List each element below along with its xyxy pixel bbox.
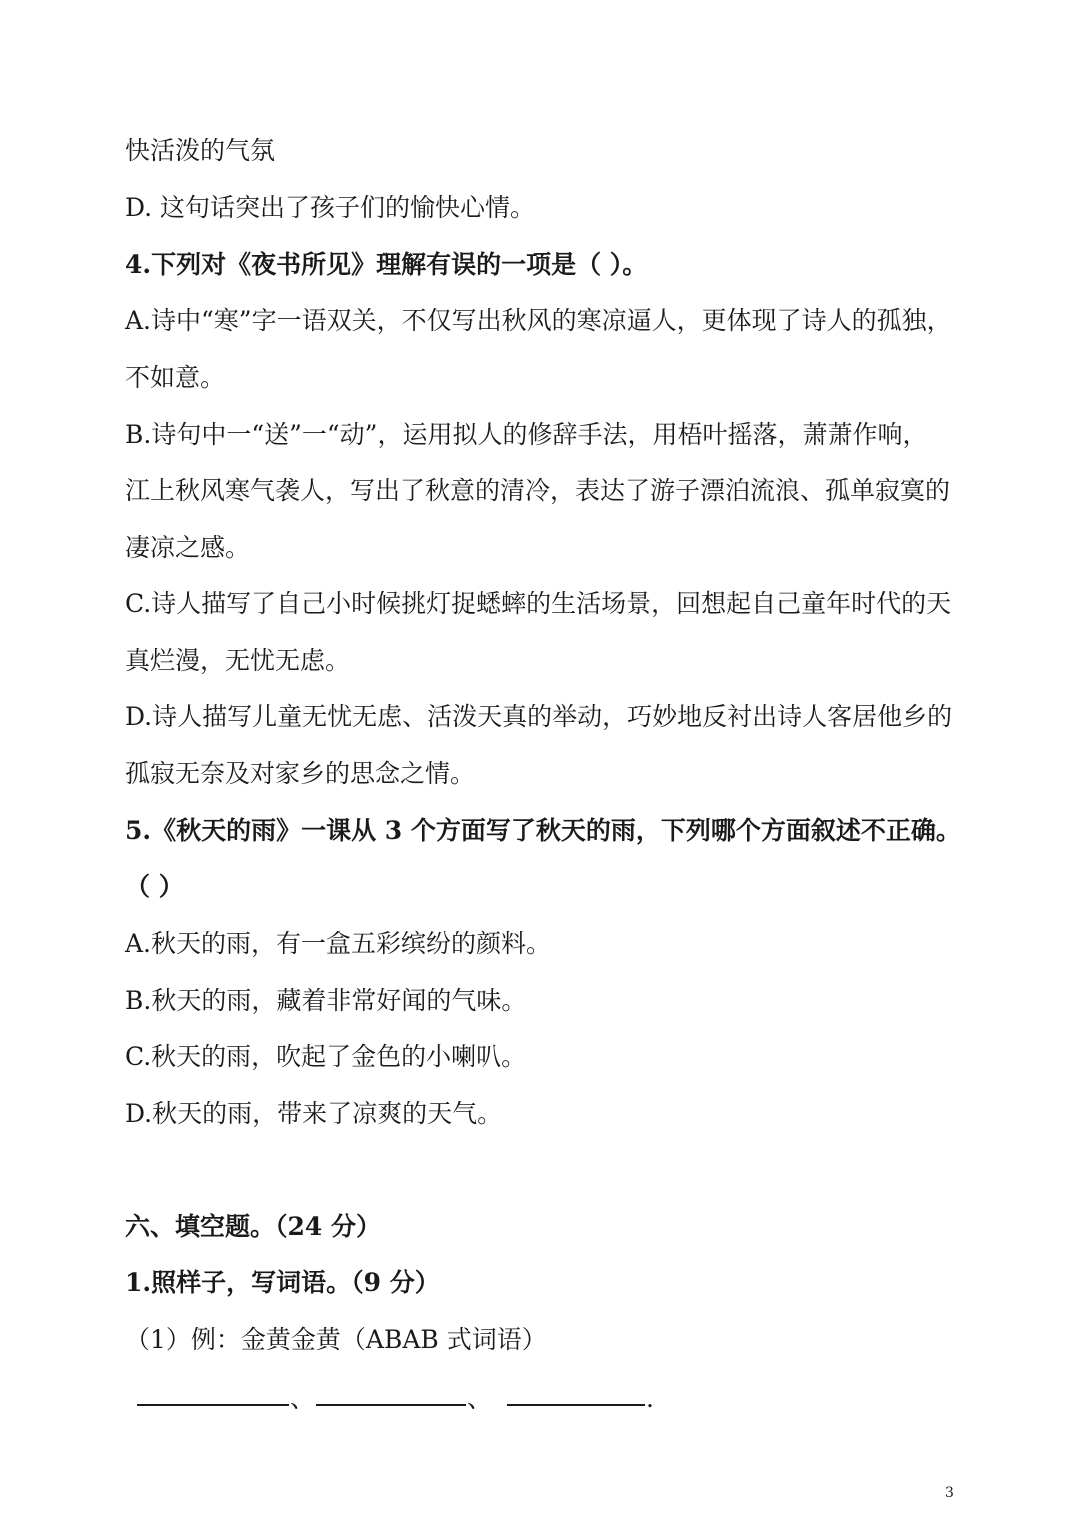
option-5b: B.秋天的雨，藏着非常好闻的气味。: [125, 986, 527, 1015]
option-5d: D.秋天的雨，带来了凉爽的天气。: [125, 1099, 503, 1128]
separator-2: 、: [467, 1384, 493, 1413]
page-number: 3: [945, 1485, 954, 1501]
option-4b-cont-2: 凄凉之感。: [125, 533, 251, 562]
option-4a: A.诗中“寒”字一语双关，不仅写出秋风的寒凉逼人，更体现了诗人的孤独，: [125, 306, 952, 335]
option-4d: D.诗人描写儿童无忧无虑、活泼天真的举动，巧妙地反衬出诗人客居他乡的: [125, 702, 953, 731]
option-4d-cont: 孤寂无奈及对家乡的思念之情。: [125, 759, 476, 788]
question-5-heading: 5.《秋天的雨》一课从 3 个方面写了秋天的雨，下列哪个方面叙述不正确。: [125, 816, 961, 845]
question-5-answer-paren: （ ）: [125, 872, 184, 901]
answer-blank-2[interactable]: [316, 1404, 466, 1406]
option-4a-cont: 不如意。: [125, 363, 226, 392]
option-4c-cont: 真烂漫，无忧无虑。: [125, 646, 351, 675]
question-4-heading: 4.下列对《夜书所见》理解有误的一项是（ ）。: [125, 250, 648, 279]
separator-3: .: [646, 1384, 654, 1413]
line-1: 快活泼的气氛: [125, 136, 276, 165]
question-6-1-heading: 1.照样子，写词语。（9 分）: [125, 1268, 440, 1297]
option-4b-cont-1: 江上秋风寒气袭人，写出了秋意的清冷，表达了游子漂泊流浪、孤单寂寞的: [125, 476, 951, 505]
option-5c: C.秋天的雨，吹起了金色的小喇叭。: [125, 1042, 527, 1071]
example-line: （1）例：金黄金黄（ABAB 式词语）: [125, 1325, 547, 1354]
option-5a: A.秋天的雨，有一盒五彩缤纷的颜料。: [125, 929, 552, 958]
section-6-heading: 六、填空题。（24 分）: [125, 1212, 381, 1241]
separator-1: 、: [290, 1384, 316, 1413]
answer-blank-1[interactable]: [137, 1404, 289, 1406]
answer-blank-3[interactable]: [507, 1404, 645, 1406]
option-4b: B.诗句中一“送”一“动”，运用拟人的修辞手法，用梧叶摇落，萧萧作响，: [125, 420, 928, 449]
option-4c: C.诗人描写了自己小时候挑灯捉蟋蟀的生活场景，回想起自己童年时代的天: [125, 589, 952, 618]
line-2: D. 这句话突出了孩子们的愉快心情。: [125, 193, 536, 222]
